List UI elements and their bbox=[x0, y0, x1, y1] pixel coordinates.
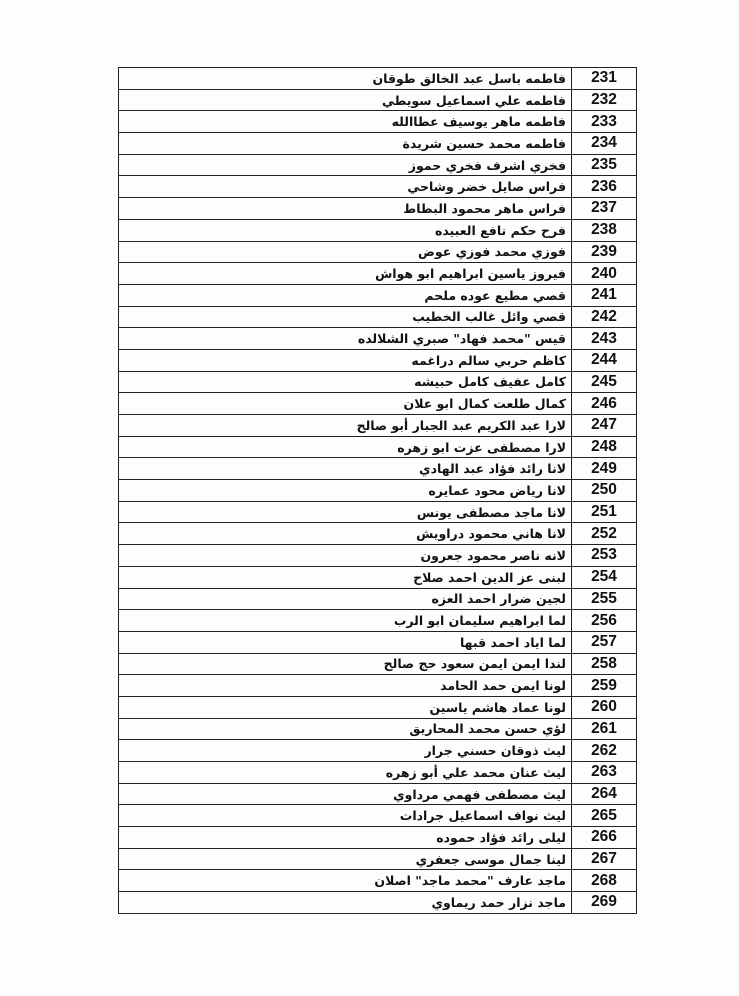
row-number: 232 bbox=[572, 89, 637, 111]
table-row bbox=[119, 718, 637, 740]
row-name: لندا ايمن ايمن سعود حج صالح bbox=[119, 653, 572, 675]
row-name: قيس "محمد فهاد" صبري الشلالده bbox=[119, 328, 572, 350]
row-number: 258 bbox=[572, 653, 637, 675]
row-number: 256 bbox=[572, 610, 637, 632]
row-number: 259 bbox=[572, 675, 637, 697]
row-number: 236 bbox=[572, 176, 637, 198]
row-name: لانا رياض محود عمايره bbox=[119, 480, 572, 502]
table-row bbox=[119, 523, 637, 545]
table-row bbox=[119, 436, 637, 458]
table-row bbox=[119, 198, 637, 220]
row-name: ليث نواف اسماعيل جرادات bbox=[119, 805, 572, 827]
table-row bbox=[119, 783, 637, 805]
row-number: 261 bbox=[572, 718, 637, 740]
row-number: 266 bbox=[572, 827, 637, 849]
table-row bbox=[119, 89, 637, 111]
row-name: كاظم حربي سالم دراغمه bbox=[119, 349, 572, 371]
table-row bbox=[119, 371, 637, 393]
row-number: 264 bbox=[572, 783, 637, 805]
row-number: 239 bbox=[572, 241, 637, 263]
table-row bbox=[119, 154, 637, 176]
row-name: فاطمه باسل عبد الخالق طوقان bbox=[119, 68, 572, 90]
table-row bbox=[119, 696, 637, 718]
table-row bbox=[119, 111, 637, 133]
row-number: 242 bbox=[572, 306, 637, 328]
table-row bbox=[119, 545, 637, 567]
table-row bbox=[119, 870, 637, 892]
row-name: ماجد نزار حمد ريماوي bbox=[119, 892, 572, 914]
table-row bbox=[119, 349, 637, 371]
row-number: 254 bbox=[572, 566, 637, 588]
table-row bbox=[119, 566, 637, 588]
row-number: 240 bbox=[572, 263, 637, 285]
row-name: فاطمه علي اسماعيل سويطي bbox=[119, 89, 572, 111]
row-number: 245 bbox=[572, 371, 637, 393]
row-number: 249 bbox=[572, 458, 637, 480]
row-number: 235 bbox=[572, 154, 637, 176]
row-number: 267 bbox=[572, 848, 637, 870]
row-name: فيروز ياسين ابراهيم ابو هواش bbox=[119, 263, 572, 285]
table-row bbox=[119, 848, 637, 870]
row-name: فراس صايل خضر وشاحي bbox=[119, 176, 572, 198]
table-row bbox=[119, 263, 637, 285]
row-name: قصي مطيع عوده ملحم bbox=[119, 284, 572, 306]
row-name: لانه ناصر محمود جعرون bbox=[119, 545, 572, 567]
row-number: 233 bbox=[572, 111, 637, 133]
row-number: 246 bbox=[572, 393, 637, 415]
table-row bbox=[119, 653, 637, 675]
table-row bbox=[119, 480, 637, 502]
row-name: فوزي محمد فوزي عوض bbox=[119, 241, 572, 263]
row-name: لارا عبد الكريم عبد الجبار أبو صالح bbox=[119, 415, 572, 437]
row-number: 262 bbox=[572, 740, 637, 762]
row-number: 257 bbox=[572, 631, 637, 653]
row-name: ليث ذوقان حسني جرار bbox=[119, 740, 572, 762]
row-name: لونا ايمن حمد الحامد bbox=[119, 675, 572, 697]
row-name: لونا عماد هاشم ياسين bbox=[119, 696, 572, 718]
row-name: لبنى عز الدين احمد صلاح bbox=[119, 566, 572, 588]
row-name: لجين ضرار احمد العزه bbox=[119, 588, 572, 610]
row-number: 243 bbox=[572, 328, 637, 350]
row-name: لانا ماجد مصطفى يونس bbox=[119, 501, 572, 523]
row-name: لينا جمال موسى جعفري bbox=[119, 848, 572, 870]
row-name: لارا مصطفى عزت ابو زهره bbox=[119, 436, 572, 458]
table-row bbox=[119, 284, 637, 306]
names-table-body bbox=[119, 68, 637, 914]
row-number: 263 bbox=[572, 762, 637, 784]
table-row bbox=[119, 588, 637, 610]
table-row bbox=[119, 740, 637, 762]
row-number: 255 bbox=[572, 588, 637, 610]
table-row bbox=[119, 415, 637, 437]
row-number: 238 bbox=[572, 219, 637, 241]
row-name: فاطمه ماهر يوسيف عطاالله bbox=[119, 111, 572, 133]
row-number: 234 bbox=[572, 133, 637, 155]
row-name: كمال طلعت كمال ابو علان bbox=[119, 393, 572, 415]
row-number: 260 bbox=[572, 696, 637, 718]
table-row bbox=[119, 892, 637, 914]
row-name: قصي وائل غالب الخطيب bbox=[119, 306, 572, 328]
row-name: كامل عفيف كامل حبيشه bbox=[119, 371, 572, 393]
table-row bbox=[119, 68, 637, 90]
row-number: 241 bbox=[572, 284, 637, 306]
row-name: ماجد عارف "محمد ماجد" اصلان bbox=[119, 870, 572, 892]
row-number: 269 bbox=[572, 892, 637, 914]
row-number: 250 bbox=[572, 480, 637, 502]
row-name: ليث مصطفى فهمي مرداوي bbox=[119, 783, 572, 805]
names-table bbox=[118, 67, 637, 914]
row-number: 252 bbox=[572, 523, 637, 545]
table-row bbox=[119, 610, 637, 632]
table-row bbox=[119, 241, 637, 263]
table-row bbox=[119, 328, 637, 350]
table-row bbox=[119, 675, 637, 697]
table-row bbox=[119, 393, 637, 415]
row-number: 265 bbox=[572, 805, 637, 827]
row-number: 268 bbox=[572, 870, 637, 892]
row-number: 251 bbox=[572, 501, 637, 523]
table-row bbox=[119, 827, 637, 849]
row-number: 237 bbox=[572, 198, 637, 220]
row-number: 247 bbox=[572, 415, 637, 437]
table-row bbox=[119, 762, 637, 784]
table-row bbox=[119, 176, 637, 198]
row-name: ليث عنان محمد علي أبو زهره bbox=[119, 762, 572, 784]
table-row bbox=[119, 631, 637, 653]
row-name: لؤي حسن محمد المحاريق bbox=[119, 718, 572, 740]
row-name: لما ابراهيم سليمان ابو الرب bbox=[119, 610, 572, 632]
row-number: 253 bbox=[572, 545, 637, 567]
table-row bbox=[119, 219, 637, 241]
row-name: ليلى رائد فؤاد حموده bbox=[119, 827, 572, 849]
row-name: لما اياد احمد قبها bbox=[119, 631, 572, 653]
row-number: 248 bbox=[572, 436, 637, 458]
table-row bbox=[119, 133, 637, 155]
row-name: فاطمه محمد حسين شريدة bbox=[119, 133, 572, 155]
table-row bbox=[119, 458, 637, 480]
row-number: 244 bbox=[572, 349, 637, 371]
row-number: 231 bbox=[572, 68, 637, 90]
table-row bbox=[119, 306, 637, 328]
table-row bbox=[119, 805, 637, 827]
row-name: فخري اشرف فخري حموز bbox=[119, 154, 572, 176]
row-name: فرح حكم نافع العبيده bbox=[119, 219, 572, 241]
table-row bbox=[119, 501, 637, 523]
row-name: فراس ماهر محمود البطاط bbox=[119, 198, 572, 220]
row-name: لانا رائد فؤاد عبد الهادي bbox=[119, 458, 572, 480]
row-name: لانا هاني محمود دراويش bbox=[119, 523, 572, 545]
